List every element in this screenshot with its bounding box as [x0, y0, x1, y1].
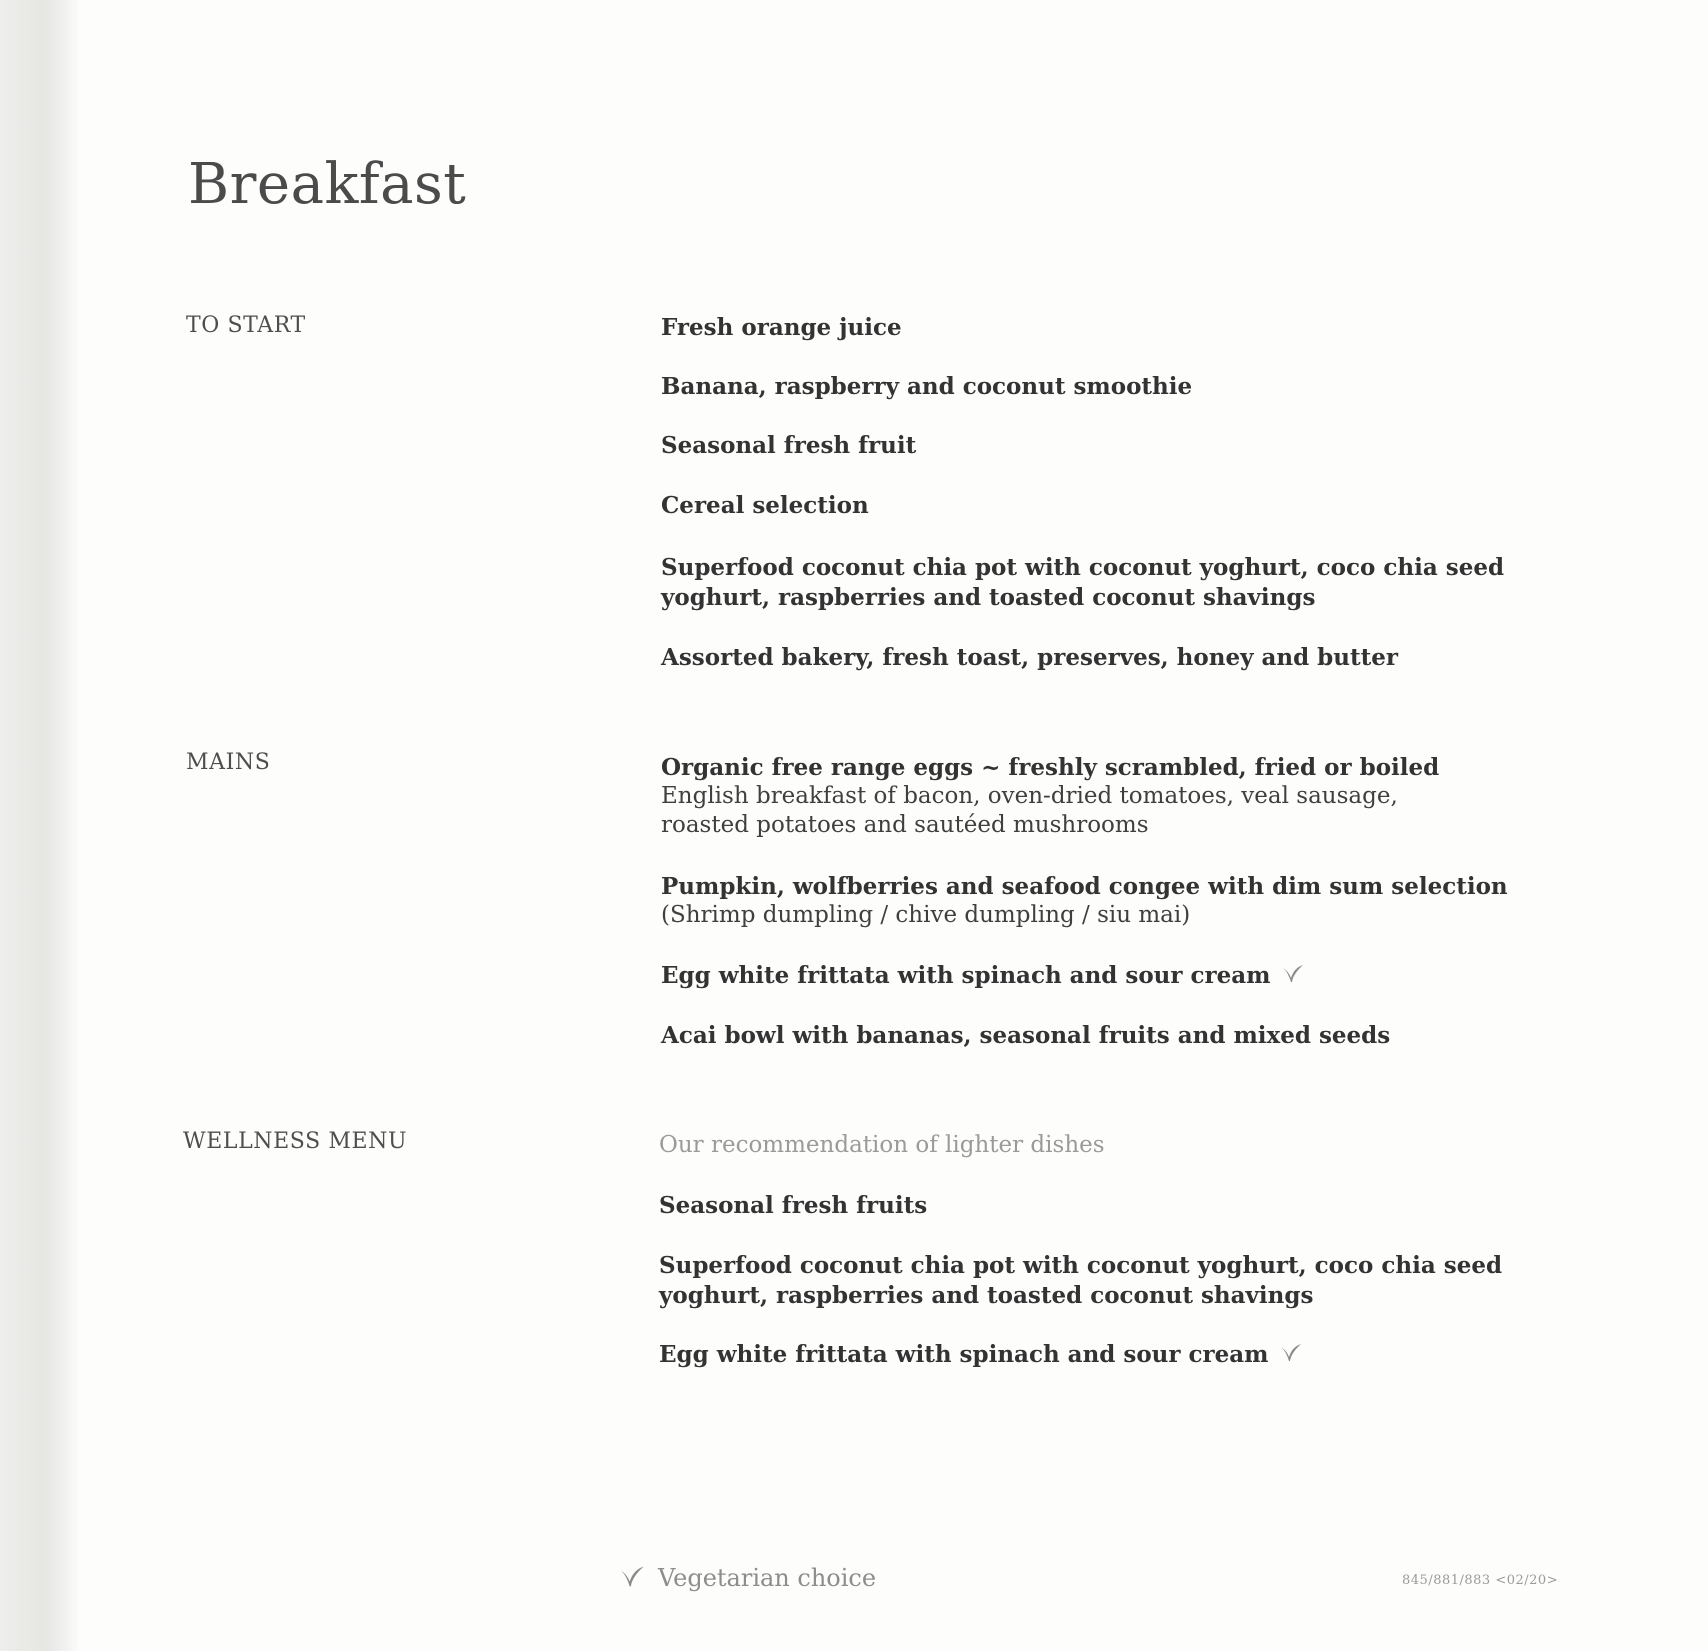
menu-code: 845/881/883 <02/20> — [1402, 1573, 1559, 1588]
menu-item — [661, 313, 1661, 343]
menu-item-description: (Shrimp dumpling / chive dumpling / siu mai) — [661, 902, 1191, 928]
menu-item-title: Cereal selection — [661, 492, 869, 519]
menu-item-description: roasted potatoes and sautéed mushrooms — [661, 812, 1149, 838]
menu-item — [661, 961, 1661, 991]
menu-item — [661, 491, 1661, 521]
wellness-intro: Our recommendation of lighter dishes — [659, 1132, 1105, 1158]
menu-item — [659, 1251, 1589, 1311]
vegetarian-leaf-icon — [618, 1563, 646, 1591]
menu-item-title: Pumpkin, wolfberries and seafood congee with dim sum selection — [661, 873, 1508, 900]
menu-item-title: Organic free range eggs ~ freshly scrambled, fried or boiled — [661, 754, 1440, 781]
menu-item — [661, 872, 1661, 930]
menu-item — [659, 1340, 1659, 1370]
menu-item-title: Egg white frittata with spinach and sour cream — [659, 1341, 1269, 1368]
vegetarian-legend-text: Vegetarian choice — [658, 1564, 877, 1592]
menu-item-title: Egg white frittata with spinach and sour cream — [661, 962, 1271, 989]
menu-item-title: Superfood coconut chia pot with coconut yoghurt, coco chia seed yoghurt, raspberries and toasted coconut shavings — [659, 1252, 1503, 1309]
menu-item-title: Superfood coconut chia pot with coconut yoghurt, coco chia seed yoghurt, raspberries and toasted coconut shavings — [661, 554, 1505, 611]
menu-item — [659, 1191, 1659, 1221]
section-label-mains: MAINS — [186, 750, 271, 775]
section-label-to-start: TO START — [186, 313, 306, 338]
menu-item-title: Assorted bakery, fresh toast, preserves, honey and butter — [661, 644, 1398, 671]
menu-item-description: English breakfast of bacon, oven-dried tomatoes, veal sausage, — [661, 783, 1398, 809]
menu-item — [661, 643, 1661, 673]
vegetarian-legend — [618, 1563, 876, 1592]
page-title: Breakfast — [188, 152, 467, 217]
menu-item-title: Seasonal fresh fruits — [659, 1192, 928, 1219]
menu-item-title: Acai bowl with bananas, seasonal fruits and mixed seeds — [661, 1022, 1391, 1049]
menu-item-title: Fresh orange juice — [661, 314, 902, 341]
vegetarian-leaf-icon — [1281, 962, 1305, 986]
menu-item-title: Seasonal fresh fruit — [661, 432, 917, 459]
menu-item — [661, 372, 1661, 402]
menu-item — [661, 431, 1661, 461]
menu-item — [661, 1021, 1661, 1051]
section-label-wellness: WELLNESS MENU — [183, 1129, 408, 1154]
menu-item-title: Banana, raspberry and coconut smoothie — [661, 373, 1193, 400]
menu-item — [661, 753, 1661, 840]
page-binding-shadow — [0, 0, 78, 1651]
menu-item — [661, 553, 1591, 613]
vegetarian-leaf-icon — [1279, 1341, 1303, 1365]
